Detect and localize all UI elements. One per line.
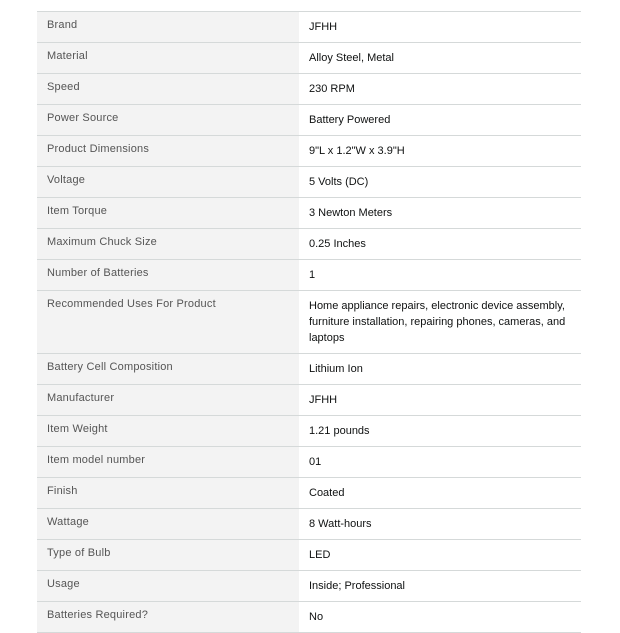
spec-value: LED	[299, 540, 581, 571]
spec-row	[37, 509, 581, 540]
spec-row	[37, 167, 581, 198]
spec-row	[37, 74, 581, 105]
spec-label: Material	[37, 43, 299, 74]
spec-value: Coated	[299, 478, 581, 509]
spec-value: JFHH	[299, 12, 581, 43]
spec-row	[37, 260, 581, 291]
spec-label: Recommended Uses For Product	[37, 291, 299, 354]
spec-row	[37, 478, 581, 509]
spec-label: Usage	[37, 571, 299, 602]
spec-label: Manufacturer	[37, 385, 299, 416]
spec-value: Battery Powered	[299, 105, 581, 136]
spec-value: Alloy Steel, Metal	[299, 43, 581, 74]
spec-value: 5 Volts (DC)	[299, 167, 581, 198]
spec-row	[37, 416, 581, 447]
spec-value: 230 RPM	[299, 74, 581, 105]
spec-row	[37, 571, 581, 602]
spec-value: 01	[299, 447, 581, 478]
spec-row	[37, 540, 581, 571]
spec-label: Voltage	[37, 167, 299, 198]
spec-value: JFHH	[299, 385, 581, 416]
spec-value: 1	[299, 260, 581, 291]
spec-row	[37, 602, 581, 633]
spec-label: Batteries Required?	[37, 602, 299, 633]
spec-label: Number of Batteries	[37, 260, 299, 291]
spec-value: 9"L x 1.2"W x 3.9"H	[299, 136, 581, 167]
spec-label: Item Weight	[37, 416, 299, 447]
spec-row	[37, 385, 581, 416]
spec-row	[37, 105, 581, 136]
spec-value: No	[299, 602, 581, 633]
spec-label: Product Dimensions	[37, 136, 299, 167]
spec-row	[37, 198, 581, 229]
spec-row	[37, 43, 581, 74]
spec-row	[37, 12, 581, 43]
spec-row	[37, 136, 581, 167]
spec-label: Maximum Chuck Size	[37, 229, 299, 260]
spec-value: 1.21 pounds	[299, 416, 581, 447]
spec-label: Speed	[37, 74, 299, 105]
spec-label: Brand	[37, 12, 299, 43]
spec-value: 8 Watt-hours	[299, 509, 581, 540]
spec-label: Wattage	[37, 509, 299, 540]
product-details-table	[37, 11, 581, 633]
spec-row	[37, 229, 581, 260]
spec-value: 0.25 Inches	[299, 229, 581, 260]
spec-label: Finish	[37, 478, 299, 509]
spec-value: Lithium Ion	[299, 354, 581, 385]
spec-label: Battery Cell Composition	[37, 354, 299, 385]
spec-row	[37, 291, 581, 354]
spec-value: Home appliance repairs, electronic device assembly, furniture installation, repairing phones, cameras, and laptops	[299, 291, 581, 354]
spec-row	[37, 354, 581, 385]
spec-label: Item model number	[37, 447, 299, 478]
spec-label: Type of Bulb	[37, 540, 299, 571]
spec-value: Inside; Professional	[299, 571, 581, 602]
spec-row	[37, 447, 581, 478]
spec-label: Item Torque	[37, 198, 299, 229]
spec-label: Power Source	[37, 105, 299, 136]
spec-value: 3 Newton Meters	[299, 198, 581, 229]
